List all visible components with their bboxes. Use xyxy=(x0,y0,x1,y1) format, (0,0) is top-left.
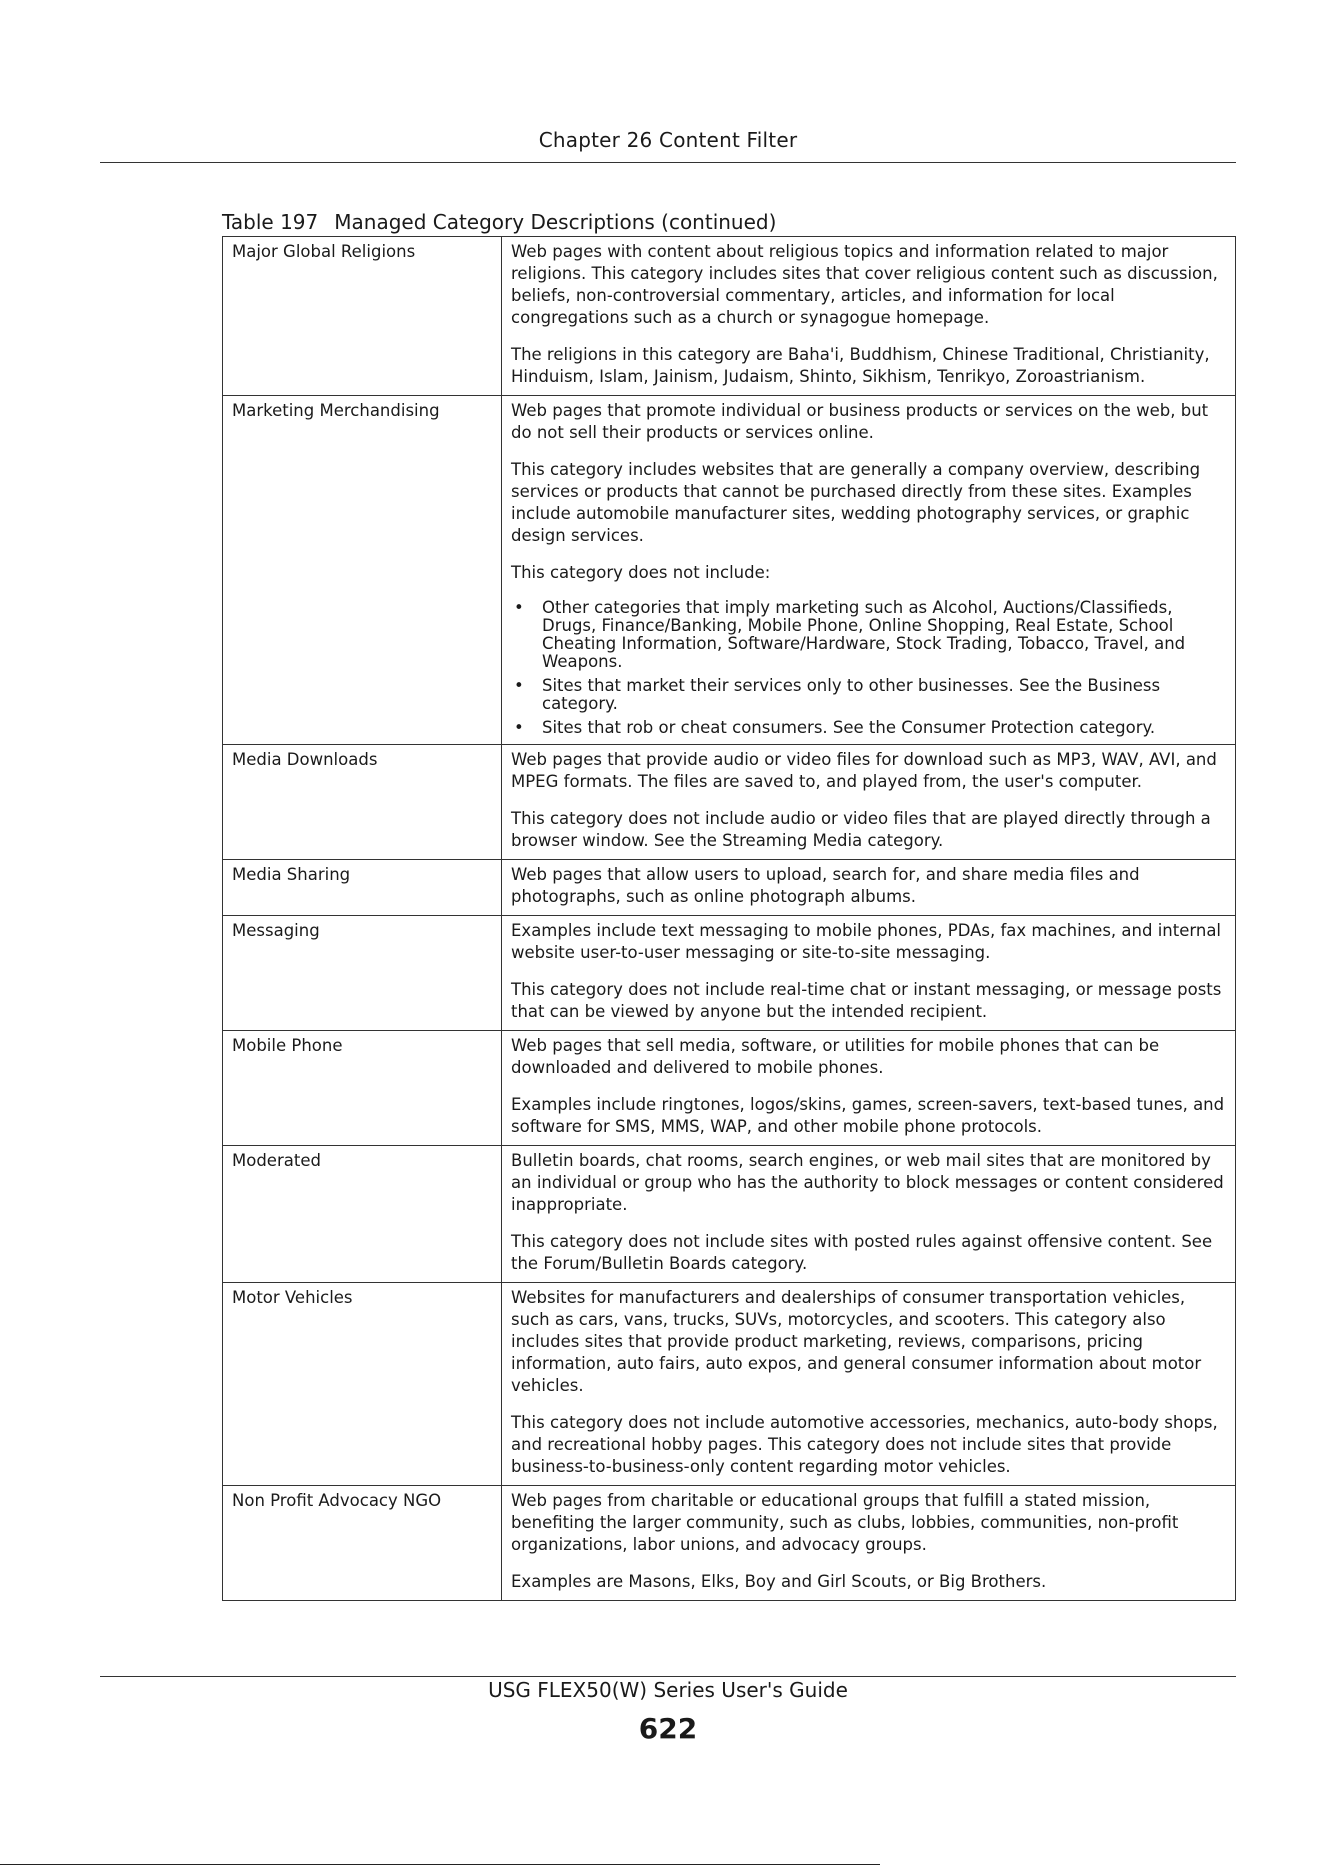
category-description xyxy=(502,237,1236,396)
description-paragraph: This category does not include real-time chat or instant messaging, or message posts that can be viewed by anyone but the intended recipient. xyxy=(511,980,1222,1021)
exclusion-list-item: • Sites that rob or cheat consumers. See the Consumer Protection category. xyxy=(511,719,1226,737)
table-caption-label: Table 197 xyxy=(222,210,319,234)
description-paragraph: The religions in this category are Baha'i, Buddhism, Chinese Traditional, Christianity, Hinduism, Islam, Jainism, Judaism, Shinto, Sikhism, Tenrikyo, Zoroastrianism. xyxy=(511,345,1210,386)
footer-divider xyxy=(100,1676,1236,1677)
description-paragraph: Websites for manufacturers and dealerships of consumer transportation vehicles, such as cars, vans, trucks, SUVs, motorcycles, and scooters. This category also includes sites that provide product marketing, reviews, comparisons, pricing information, auto fairs, auto expos, and general consumer information about motor vehicles. xyxy=(511,1288,1202,1395)
description-paragraph: Bulletin boards, chat rooms, search engines, or web mail sites that are monitored by an individual or group who has the authority to block messages or content considered inappropriate. xyxy=(511,1151,1224,1214)
description-paragraph: Examples include ringtones, logos/skins, games, screen-savers, text-based tunes, and software for SMS, MMS, WAP, and other mobile phone protocols. xyxy=(511,1095,1225,1136)
table-row xyxy=(223,237,1236,396)
category-table xyxy=(222,236,1236,1601)
description-paragraph: Web pages from charitable or educational groups that fulfill a stated mission, benefiting the larger community, such as clubs, lobbies, communities, non-profit organizations, labor unions, and advocacy groups. xyxy=(511,1491,1179,1554)
header-divider xyxy=(100,162,1236,163)
exclusion-list-item: • Sites that market their services only to other businesses. See the Business category. xyxy=(511,677,1226,713)
category-description xyxy=(502,1486,1236,1601)
category-name: Marketing Merchandising xyxy=(223,396,502,745)
category-name: Media Downloads xyxy=(223,745,502,860)
description-paragraph: Web pages with content about religious topics and information related to major religions. This category includes sites that cover religious content such as discussion, beliefs, non-controversial commentary, articles, and information for local congregations such as a church or synagogue homepage. xyxy=(511,242,1218,327)
table-row xyxy=(223,916,1236,1031)
description-paragraph: Examples include text messaging to mobile phones, PDAs, fax machines, and internal website user-to-user messaging or site-to-site messaging. xyxy=(511,921,1222,962)
description-paragraph: This category does not include: xyxy=(511,563,771,582)
description-paragraph: Web pages that sell media, software, or utilities for mobile phones that can be downloaded and delivered to mobile phones. xyxy=(511,1036,1160,1077)
bottom-edge-line xyxy=(0,1864,880,1865)
category-name: Motor Vehicles xyxy=(223,1283,502,1486)
table-row xyxy=(223,1146,1236,1283)
table-caption-title: Managed Category Descriptions (continued) xyxy=(334,210,777,234)
exclusion-list xyxy=(511,599,1226,737)
category-name: Moderated xyxy=(223,1146,502,1283)
category-description xyxy=(502,745,1236,860)
exclusion-list-item: • Other categories that imply marketing such as Alcohol, Auctions/Classifieds, Drugs, Finance/Banking, Mobile Phone, Online Shopping, Real Estate, School Cheating Information, Software/Hardware, Stock Trading, Tobacco, Travel, and Weapons. xyxy=(511,599,1226,671)
guide-title: USG FLEX50(W) Series User's Guide xyxy=(488,1678,848,1702)
category-description xyxy=(502,1031,1236,1146)
category-name: Media Sharing xyxy=(223,860,502,916)
table-caption xyxy=(222,210,776,234)
category-description xyxy=(502,916,1236,1031)
chapter-header: Chapter 26 Content Filter xyxy=(538,128,798,152)
category-description xyxy=(502,396,1236,745)
table-row xyxy=(223,1031,1236,1146)
category-description xyxy=(502,860,1236,916)
table-row xyxy=(223,745,1236,860)
table-row xyxy=(223,860,1236,916)
description-paragraph: Web pages that allow users to upload, search for, and share media files and photographs, such as online photograph albums. xyxy=(511,865,1140,906)
category-name: Messaging xyxy=(223,916,502,1031)
table-row xyxy=(223,1486,1236,1601)
description-paragraph: Web pages that provide audio or video files for download such as MP3, WAV, AVI, and MPEG formats. The files are saved to, and played from, the user's computer. xyxy=(511,750,1217,791)
description-paragraph: This category does not include sites with posted rules against offensive content. See the Forum/Bulletin Boards category. xyxy=(511,1232,1213,1273)
table-row xyxy=(223,396,1236,745)
description-paragraph: Examples are Masons, Elks, Boy and Girl Scouts, or Big Brothers. xyxy=(511,1572,1047,1591)
category-name: Non Profit Advocacy NGO xyxy=(223,1486,502,1601)
description-paragraph: This category does not include audio or video files that are played directly through a browser window. See the Streaming Media category. xyxy=(511,809,1211,850)
description-paragraph: This category includes websites that are generally a company overview, describing services or products that cannot be purchased directly from these sites. Examples include automobile manufacturer sites, wedding photography services, or graphic design services. xyxy=(511,460,1201,545)
category-description xyxy=(502,1283,1236,1486)
category-description xyxy=(502,1146,1236,1283)
category-name: Mobile Phone xyxy=(223,1031,502,1146)
description-paragraph: Web pages that promote individual or business products or services on the web, but do not sell their products or services online. xyxy=(511,401,1209,442)
table-row xyxy=(223,1283,1236,1486)
description-paragraph: This category does not include automotive accessories, mechanics, auto-body shops, and recreational hobby pages. This category does not include sites that provide business-to-business-only content regarding motor vehicles. xyxy=(511,1413,1218,1476)
page-number: 622 xyxy=(638,1712,698,1745)
category-name: Major Global Religions xyxy=(223,237,502,396)
